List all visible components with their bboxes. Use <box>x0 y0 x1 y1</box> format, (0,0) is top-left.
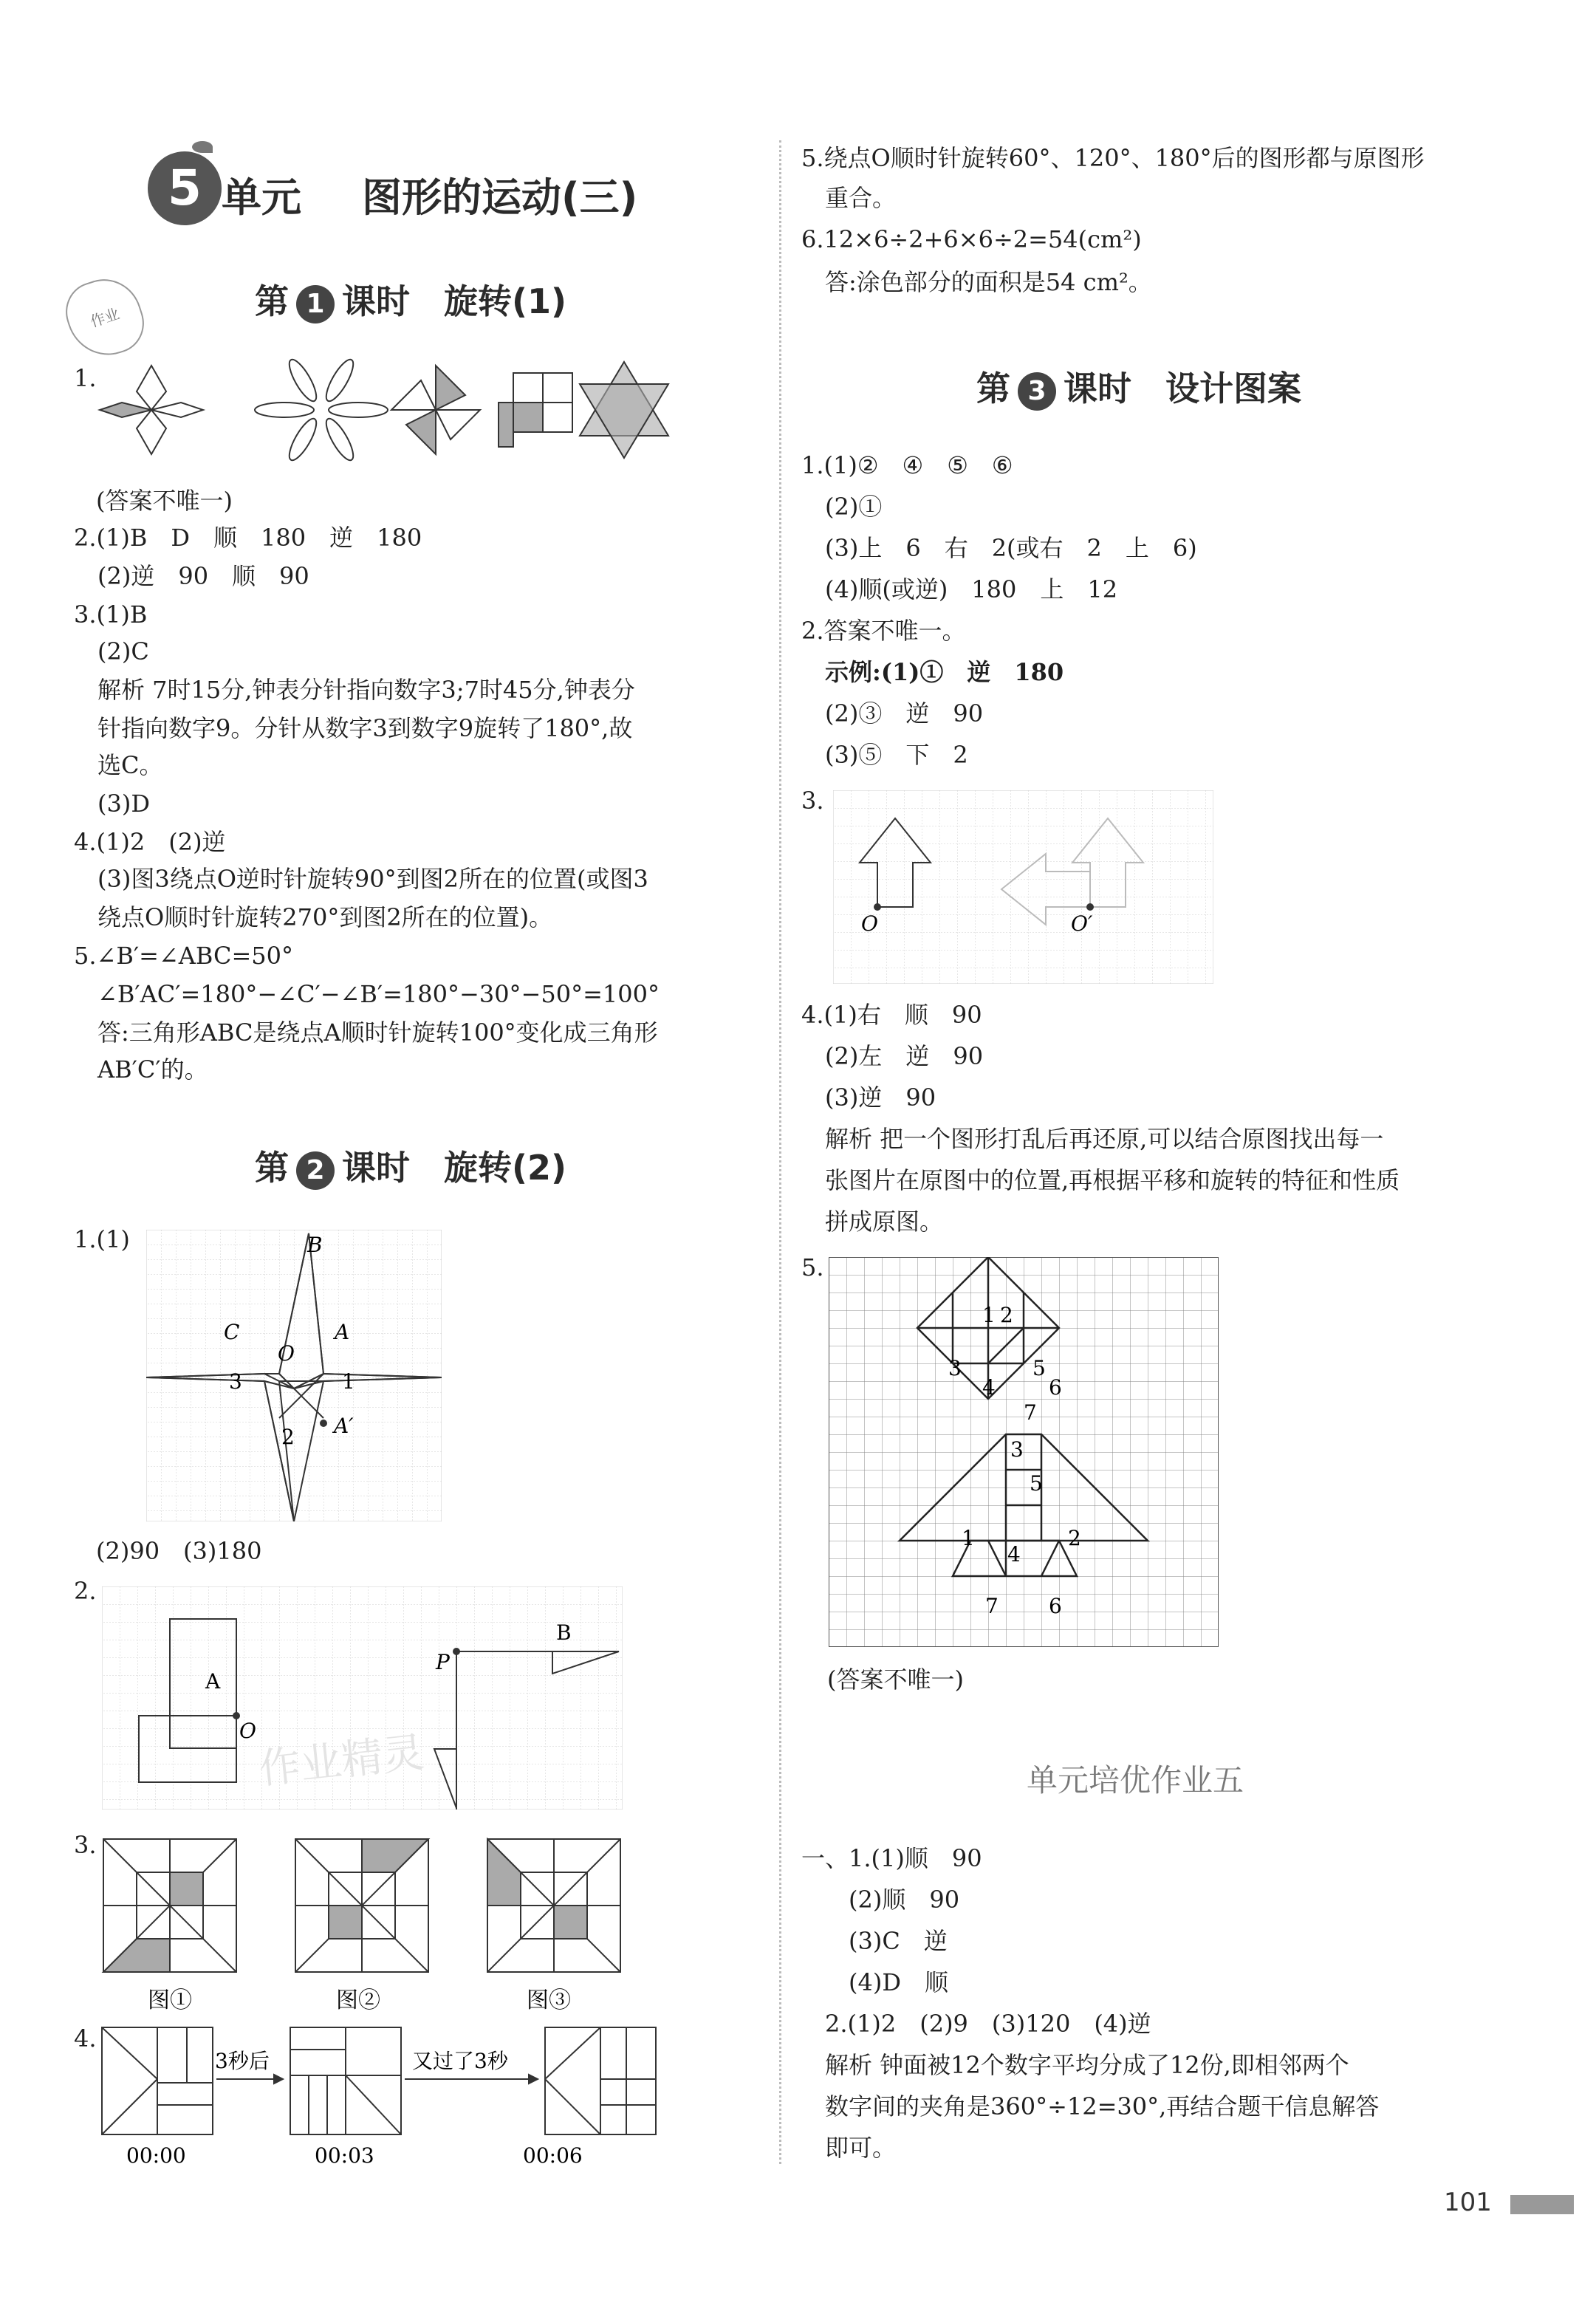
l1-line-5: (2)C <box>74 637 149 665</box>
hw-line-1: (2)顺 90 <box>801 1886 960 1914</box>
l1-line-14: ∠B′AC′=180°−∠C′−∠B′=180°−30°−50°=100° <box>74 980 660 1008</box>
q5-top-piece-4: 4 <box>982 1375 996 1400</box>
l3-b-line-3: 解析 把一个图形打乱后再还原,可以结合原图找出每一 <box>801 1125 1384 1153</box>
q1-point-A: A <box>335 1320 350 1344</box>
lesson3-q5-tangram-grid <box>829 1257 1219 1647</box>
l2-q2-label: 2. <box>74 1577 97 1605</box>
q4-time-3: 00:06 <box>523 2143 583 2168</box>
l3-line-0: 1.(1)② ④ ⑤ ⑥ <box>801 451 1013 479</box>
q5-bottom-piece-1: 1 <box>962 1526 975 1550</box>
l1-line-1: (答案不唯一) <box>96 487 233 515</box>
lesson2-title-text: 旋转(2) <box>444 1148 567 1188</box>
lesson3-title-text: 设计图案 <box>1165 369 1301 408</box>
q3-caption-3: 图③ <box>527 1988 571 2013</box>
q3-caption-1: 图① <box>148 1988 192 2013</box>
lesson2-number: 2 <box>296 1151 335 1190</box>
lesson2-q4-figures <box>98 2024 660 2171</box>
column-divider <box>779 140 781 2164</box>
l1-line-9: (3)D <box>74 790 150 818</box>
q1-region-3: 3 <box>229 1369 242 1394</box>
hw-line-2: (3)C 逆 <box>801 1927 948 1955</box>
q3-figure-2 <box>295 1839 428 1972</box>
unit-prefix: 单元 <box>222 174 301 221</box>
page-number-bar <box>1510 2195 1574 2214</box>
q4-arrow-1-label: 3秒后 <box>215 2049 270 2073</box>
lesson1-q1-figures <box>96 358 679 462</box>
q4-time-1: 00:00 <box>126 2143 186 2168</box>
q5-top-piece-2: 2 <box>1000 1303 1013 1327</box>
q4-time-2: 00:03 <box>315 2143 374 2168</box>
right-line-1: 重合。 <box>801 184 897 212</box>
hw-line-4: 2.(1)2 (2)9 (3)120 (4)逆 <box>801 2010 1151 2038</box>
right-line-3: 答:涂色部分的面积是54 cm²。 <box>801 268 1152 296</box>
q5-top-piece-6: 6 <box>1049 1375 1062 1400</box>
l3-b-line-4: 张图片在原图中的位置,再根据平移和旋转的特征和性质 <box>801 1166 1400 1194</box>
l3-line-1: (2)① <box>801 493 883 521</box>
lesson2-q1-star-grid <box>146 1230 442 1521</box>
q5-bottom-piece-5: 5 <box>1030 1471 1043 1496</box>
l2-q4-label: 4. <box>74 2024 97 2052</box>
l1-line-10: 4.(1)2 (2)逆 <box>74 828 226 856</box>
q4-figure-1 <box>102 2027 213 2134</box>
lesson2-title-suffix: 课时 <box>342 1148 410 1188</box>
q2-label-B: B <box>556 1620 572 1645</box>
l3-b-line-5: 拼成原图。 <box>801 1208 944 1236</box>
lesson3-title-suffix: 课时 <box>1064 369 1131 408</box>
q4-figure-3 <box>545 2027 656 2134</box>
hexagram-figure <box>580 362 668 458</box>
l1-line-15: 答:三角形ABC是绕点A顺时针旋转100°变化成三角形 <box>74 1018 658 1047</box>
l1-line-3: (2)逆 90 顺 90 <box>74 562 309 590</box>
q3-figure-3 <box>487 1839 620 1972</box>
l3-line-7: (3)⑤ 下 2 <box>801 741 968 769</box>
right-line-2: 6.12×6÷2+6×6÷2=54(cm²) <box>801 225 1142 253</box>
l2-q1-label: 1.(1) <box>74 1225 130 1253</box>
unit-badge <box>148 151 222 225</box>
l1-line-8: 选C。 <box>74 751 163 779</box>
q5-bottom-piece-3: 3 <box>1010 1437 1024 1462</box>
lesson1-title-prefix: 第 <box>255 281 289 321</box>
l1-line-12: 绕点O顺时针旋转270°到图2所在的位置)。 <box>74 903 553 931</box>
q5-top-piece-1: 1 <box>982 1303 996 1327</box>
homework-sticker-icon <box>58 270 151 366</box>
unit-badge-leaf-icon <box>192 141 213 153</box>
q1-point-C: C <box>224 1320 240 1344</box>
l3-q5-label: 5. <box>801 1253 824 1281</box>
lesson1-number: 1 <box>296 285 335 323</box>
unit-homework-title: 单元培优作业五 <box>1027 1762 1244 1798</box>
l3-line-2: (3)上 6 右 2(或右 2 上 6) <box>801 534 1197 562</box>
page-number: 101 <box>1444 2188 1492 2217</box>
l2-q1-answer: (2)90 (3)180 <box>96 1537 262 1565</box>
l3-line-5: 示例:(1)① 逆 180 <box>801 658 1064 686</box>
l3-b-line-2: (3)逆 90 <box>801 1083 936 1112</box>
l3-q5-note: (答案不唯一) <box>827 1665 964 1694</box>
q1-point-O: O <box>278 1341 295 1366</box>
q3-point-O-prime: O′ <box>1071 911 1093 936</box>
q1-region-2: 2 <box>281 1425 295 1449</box>
hw-line-0: 一、1.(1)顺 90 <box>801 1844 982 1872</box>
square-cross-figure <box>499 373 572 447</box>
l3-line-4: 2.答案不唯一。 <box>801 617 966 645</box>
q5-top-piece-5: 5 <box>1032 1356 1046 1380</box>
q4-figure-2 <box>290 2027 401 2134</box>
right-line-0: 5.绕点O顺时针旋转60°、120°、180°后的图形都与原图形 <box>801 144 1425 172</box>
lesson1-title-suffix: 课时 <box>342 281 410 321</box>
watermark: 作业精灵 <box>256 1728 427 1794</box>
l1-line-7: 针指向数字9。分针从数字3到数字9旋转了180°,故 <box>74 714 633 742</box>
l3-b-line-1: (2)左 逆 90 <box>801 1042 984 1070</box>
q5-bottom-piece-2: 2 <box>1068 1526 1081 1550</box>
lesson2-title <box>255 1141 566 1190</box>
q2-label-A: A <box>205 1669 221 1694</box>
q1-region-1: 1 <box>342 1369 355 1394</box>
lesson3-title <box>976 362 1301 411</box>
l3-q3-label: 3. <box>801 787 824 815</box>
q3-caption-2: 图② <box>336 1988 380 2013</box>
q5-top-piece-7: 7 <box>1024 1400 1037 1425</box>
l3-line-3: (4)顺(或逆) 180 上 12 <box>801 575 1118 603</box>
q5-bottom-piece-6: 6 <box>1049 1594 1062 1618</box>
lesson2-q3-figures <box>100 1835 628 2020</box>
hw-line-5: 解析 钟面被12个数字平均分成了12份,即相邻两个 <box>801 2051 1349 2079</box>
hw-line-3: (4)D 顺 <box>801 1968 948 1996</box>
hw-line-6: 数字间的夹角是360°÷12=30°,再结合题干信息解答 <box>801 2092 1380 2120</box>
lesson1-title-text: 旋转(1) <box>444 281 567 321</box>
q3-point-O: O <box>861 911 878 936</box>
q1-point-A-prime: A′ <box>334 1414 354 1438</box>
q2-label-P: P <box>436 1650 450 1674</box>
lesson3-q3-grid <box>833 790 1213 984</box>
q5-bottom-piece-7: 7 <box>985 1594 999 1618</box>
l1-line-13: 5.∠B′=∠ABC=50° <box>74 942 293 970</box>
l3-b-line-0: 4.(1)右 顺 90 <box>801 1001 982 1029</box>
q2-label-O: O <box>239 1719 256 1743</box>
l1-line-16: AB′C′的。 <box>74 1055 208 1083</box>
pinwheel-figure <box>391 366 480 454</box>
q5-top-piece-3: 3 <box>948 1356 962 1380</box>
ellipse-flower-figure <box>255 358 388 462</box>
lesson3-number: 3 <box>1018 372 1056 411</box>
q5-bottom-piece-4: 4 <box>1007 1542 1021 1567</box>
unit-number: 5 <box>168 160 202 216</box>
l1-line-4: 3.(1)B <box>74 600 148 629</box>
homework-sticker-text: 作业 <box>88 304 122 331</box>
q3-figure-1 <box>103 1839 236 1972</box>
l1-line-11: (3)图3绕点O逆时针旋转90°到图2所在的位置(或图3 <box>74 865 648 893</box>
q1-point-B: B <box>307 1233 323 1257</box>
lesson2-title-prefix: 第 <box>255 1148 289 1188</box>
l1-line-6: 解析 7时15分,钟表分针指向数字3;7时45分,钟表分 <box>74 676 635 704</box>
l2-q3-label: 3. <box>74 1831 97 1859</box>
q4-arrow-2-label: 又过了3秒 <box>412 2049 508 2073</box>
lesson1-title <box>255 275 566 323</box>
l3-line-6: (2)③ 逆 90 <box>801 699 984 727</box>
l1-line-0: 1. <box>74 364 97 392</box>
lesson3-title-prefix: 第 <box>976 369 1010 408</box>
l1-line-2: 2.(1)B D 顺 180 逆 180 <box>74 524 422 552</box>
unit-title: 图形的运动(三) <box>362 174 638 221</box>
hw-line-7: 即可。 <box>801 2134 897 2162</box>
diamond-flower-figure <box>100 366 203 454</box>
